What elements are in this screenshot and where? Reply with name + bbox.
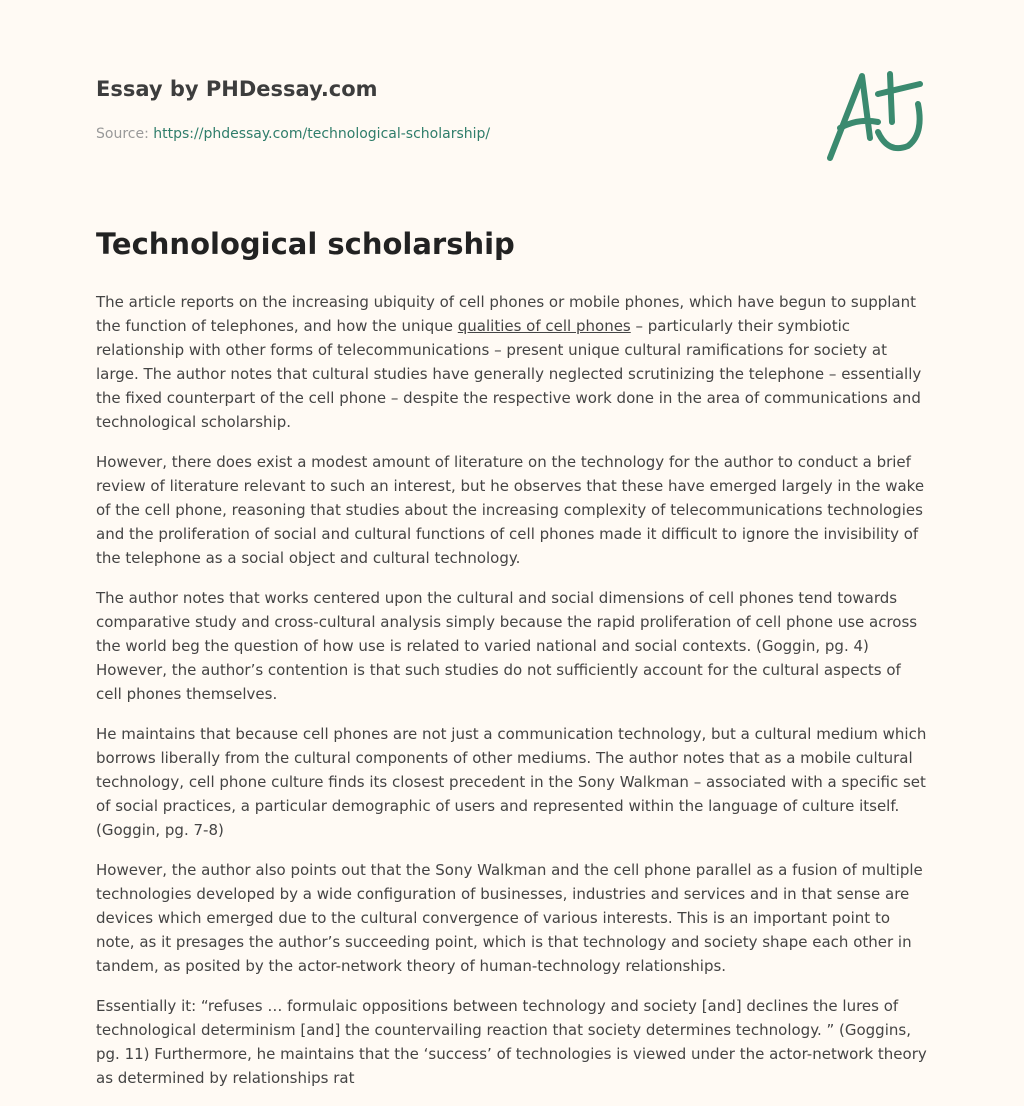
paragraph-3: The author notes that works centered upon the cultural and social dimensions of cell phones tend towards comparative study and cross-cultural analysis simply because the rapid proliferation of cell phone use across the world beg the question of how use is related to varied national and social contexts. (Goggin, pg. 4) However, the author’s contention is that such studies do not sufficiently account for the cultural aspects of cell phones themselves. <box>96 589 918 703</box>
paragraph-4: He maintains that because cell phones are not just a communication technology, but a cultural medium which borrows liberally from the cultural components of other mediums. The author notes that as a mobile cultural technology, cell phone culture finds its closest precedent in the Sony Walkman – associated with a specific set of social practices, a particular demographic of users and represented within the language of culture itself. (Goggin, pg. 7-8) <box>96 725 927 839</box>
paragraph-1 <box>96 290 930 434</box>
a-plus-logo-icon <box>820 66 930 166</box>
source-line <box>96 124 796 144</box>
qualities-link[interactable]: qualities of cell phones <box>457 317 631 335</box>
paragraph-6: Essentially it: “refuses … formulaic oppositions between technology and society [and] declines the lures of technological determinism [and] the countervailing reaction that society determines technology. ” (Goggins, pg. 11) Furthermore, he maintains that the ‘success’ of technologies is viewed under the actor-network theory as determined by relationships rat <box>96 997 927 1087</box>
paragraph-1-text-b: – particularly their symbiotic relationship with other forms of telecommunications – present unique cultural ramifications for society at large. The author notes that cultural studies have generally neglected scrutinizing the telephone – essentially the fixed counterpart of the cell phone – despite the respective work done in the area of communications and technological scholarship. <box>96 317 922 431</box>
paragraph-1-text-a: The article reports on the increasing ubiquity of cell phones or mobile phones, which have begun to supplant the function of telephones, and how the unique <box>96 293 916 335</box>
paragraph-2: However, there does exist a modest amount of literature on the technology for the author to conduct a brief review of literature relevant to such an interest, but he observes that these have emerged largely in the wake of the cell phone, reasoning that studies about the increasing complexity of telecommunications technologies and the proliferation of social and cultural functions of cell phones made it difficult to ignore the invisibility of the telephone as a social object and cultural technology. <box>96 453 925 567</box>
article-title: Technological scholarship <box>96 227 515 261</box>
source-label: Source: <box>96 126 149 142</box>
source-link[interactable]: https://phdessay.com/technological-scholarship/ <box>153 126 491 142</box>
article <box>96 222 930 1106</box>
paragraph-5: However, the author also points out that the Sony Walkman and the cell phone parallel as a fusion of multiple technologies developed by a wide configuration of businesses, industries and services and in that sense are devices which emerged due to the cultural convergence of various interests. This is an important point to note, as it presages the author’s succeeding point, which is that technology and society shape each other in tandem, as posited by the actor-network theory of human-technology relationships. <box>96 861 923 975</box>
header <box>96 74 796 144</box>
site-title: Essay by PHDessay.com <box>96 77 378 101</box>
